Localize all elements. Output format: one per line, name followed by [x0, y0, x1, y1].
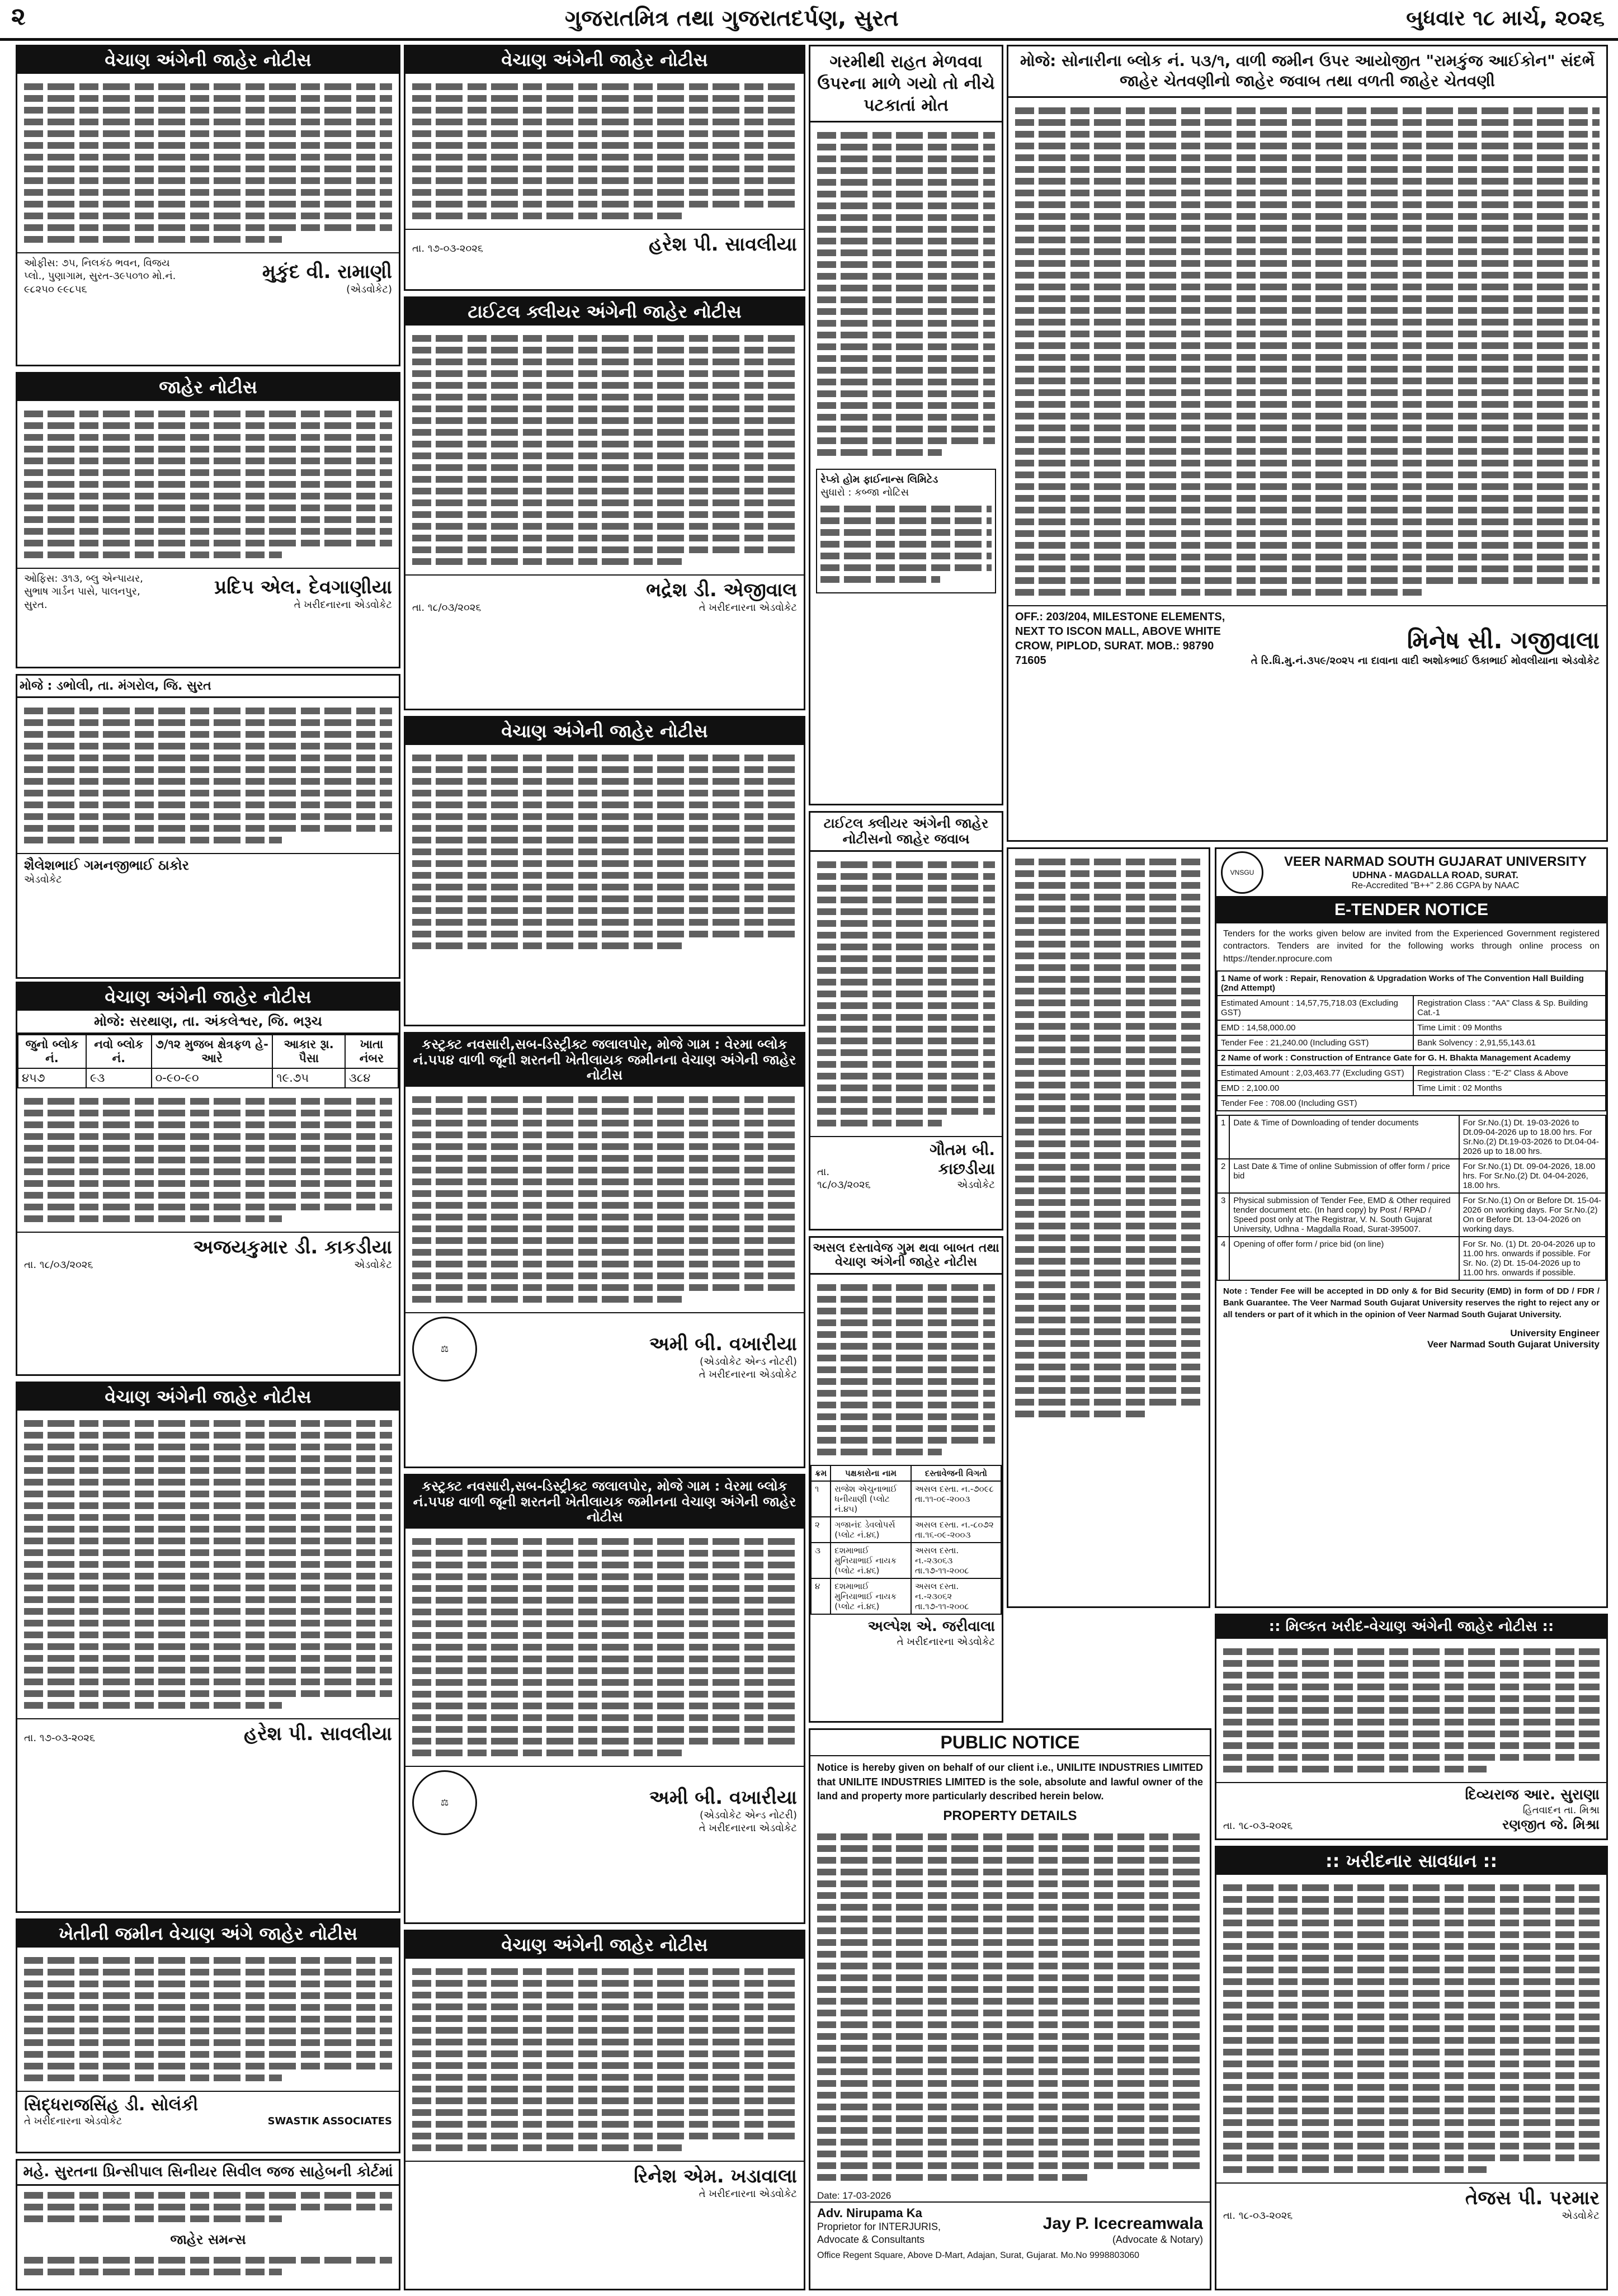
notice-public-2 — [16, 372, 400, 668]
work-1-reg: Registration Class : "AA" Class & Sp. Building Cat.-1 — [1413, 996, 1606, 1020]
advocate-name: રિનેશ એમ. ખડાવાલા — [634, 2165, 797, 2187]
notice-title: વેચાણ અંગેની જાહેર નોટીસ — [405, 718, 804, 745]
firm-role: Proprietor for INTERJURIS, Advocate & Consultants — [817, 2220, 941, 2246]
table-cell: 3 — [1217, 1193, 1229, 1237]
table-row — [1217, 1193, 1606, 1237]
repco-notice — [816, 469, 996, 593]
table-cell: અસલ દસ્તા. ન.-૭૦૯૮ તા.૧૧-૦૯-૨૦૦૩ — [911, 1481, 1001, 1517]
notice-title: વેચાણ અંગેની જાહેર નોટીસ — [405, 1931, 804, 1959]
table-cell: દશમાભાઈ મુનિયાભાઈ નાયક (પ્લોટ નં.૪૬) — [831, 1578, 911, 1614]
table-header-cell: જુનો બ્લોક નં. — [18, 1035, 86, 1068]
table-cell: ૪ — [811, 1578, 831, 1614]
table-header-cell: પક્ષકારોના નામ — [831, 1465, 911, 1481]
table-cell: દશમાભાઈ મુનિયાભાઈ નાયક (પ્લોટ નં.૪૬) — [831, 1543, 911, 1578]
table-row — [811, 1517, 1001, 1543]
table-header-cell: દસ્તાવેજની વિગતો — [911, 1465, 1001, 1481]
advocate-role: (એડવોકેટ એન્ડ નોટરી) — [700, 1356, 797, 1368]
notice-dabholi — [16, 674, 400, 979]
advocate-block — [17, 568, 399, 615]
notice-subtitle: જાહેર સમન્સ — [170, 2231, 246, 2247]
table-cell: ૧ — [811, 1481, 831, 1517]
advocate-name: Jay P. Icecreamwala — [1042, 2214, 1203, 2233]
table-header-cell: આકાર રૂા. પૈસા — [272, 1035, 345, 1068]
tender-note: Note : Tender Fee will be accepted in DD only & for Bid Security (EMD) in form of DD / FDR / Bank Guarantee. The Veer Narmad South Gujarat University reserves the right to reject any or all tenders or part of it which in the opinion of Veer Narmad South Gujarat University. — [1223, 1286, 1600, 1320]
table-cell: Opening of offer form / price bid (on line) — [1229, 1237, 1459, 1280]
table-cell: For Sr.No.(1) Dt. 09-04-2026, 18.00 hrs. For Sr.No.(2) Dt. 04-04-2026, 18.00 hrs. — [1459, 1159, 1606, 1193]
notice-body — [1008, 98, 1606, 605]
table-cell: Last Date & Time of online Submission of offer form / price bid — [1229, 1159, 1459, 1193]
table-cell: 1 — [1217, 1115, 1229, 1159]
signatory-title: University Engineer — [1510, 1327, 1600, 1338]
notice-title: :: ખરીદનાર સાવધાન :: — [1216, 1847, 1606, 1875]
notice-court-summons — [16, 2159, 400, 2290]
table-header-cell: ખાતા નંબર — [345, 1035, 398, 1068]
scales-of-justice-icon: ⚖ — [412, 1317, 477, 1382]
notice-verma-1 — [404, 1032, 805, 1468]
notice-buyer-beware — [1215, 1846, 1608, 2290]
advocate-block — [810, 2201, 1210, 2250]
notice-title: વેચાણ અંગેની જાહેર નોટીસ — [405, 46, 804, 74]
advocate-name: મુકુંદ વી. રામાણી — [262, 260, 392, 283]
notice-body — [17, 1088, 399, 1232]
notice-body — [405, 1087, 804, 1312]
table-cell: રાજેશ એચુનાભાઈ ધનીયાણી (પ્લોટ નં.૪૫) — [831, 1481, 911, 1517]
table-row — [1217, 1115, 1606, 1159]
university-logo-icon: VNSGU — [1221, 851, 1263, 894]
table-row — [811, 1578, 1001, 1614]
notice-farm-land — [16, 1918, 400, 2153]
notice-body — [405, 745, 804, 959]
notice-date: તા. ૧૮/૦૩/૨૦૨૬ — [412, 601, 482, 614]
advocate-role: હિતવાદન તા. મિશ્રા — [1522, 1804, 1600, 1816]
public-notice-unilite — [809, 1728, 1211, 2290]
advocate-block — [17, 853, 399, 889]
repco-body — [820, 499, 992, 589]
work-1-fee: Tender Fee : 21,240.00 (Including GST) — [1217, 1035, 1413, 1050]
table-header-row — [811, 1465, 1001, 1481]
work-2-time: Time Limit : 02 Months — [1413, 1081, 1606, 1096]
notice-body — [17, 698, 399, 853]
table-header-cell: ૭/૧૨ મુજબ ક્ષેત્રફળ હે-આરે — [152, 1035, 273, 1068]
advocate-role: એડવોકેટ — [1562, 2209, 1600, 2222]
tender-work-table — [1216, 970, 1606, 1111]
table-cell: અસલ દસ્તા. ન.-૨૩૦૬૨ તા.૧૭-૧૧-૨૦૦૮ — [911, 1578, 1001, 1614]
table-row — [1217, 1237, 1606, 1280]
university-header — [1216, 849, 1606, 897]
work-1-solvency: Bank Solvency : 2,91,55,143.61 — [1413, 1035, 1606, 1050]
table-header-row — [18, 1035, 398, 1068]
notice-body — [17, 74, 399, 252]
table-cell: 4 — [1217, 1237, 1229, 1280]
advocate-block — [810, 1615, 1002, 1652]
advocate-name: મિનેષ સી. ગજીવાલા — [1407, 626, 1600, 654]
table-cell: For Sr.No.(1) On or Before Dt. 15-04-2026 on working days. For Sr.No.(2) On or Before Dt. 13-04-2026 on working days. — [1459, 1193, 1606, 1237]
table-cell: ૩ — [811, 1543, 831, 1578]
table-cell: ૩૮૪ — [345, 1068, 398, 1088]
notice-c2-sale — [404, 45, 805, 291]
repco-subtitle: સુધારો : કબ્જા નોટિસ — [820, 487, 909, 499]
tender-schedule-table — [1216, 1115, 1606, 1281]
advocate-address: ઓફિસ: ૩૧૩, બ્લુ એન્પાયર, સુભાષ ગાર્ડન પાસે, પાલનપુર, સુરત. — [24, 572, 143, 611]
advocate-role: તે રિ.ધિ.મુ.નં.૩૫૯/૨૦૨૫ ના દાવાના વાદી અશોકભાઈ ઉકાભાઈ મોવલીયાના એડવોકેટ — [1251, 655, 1600, 667]
advocate-name: પ્રદિપ એલ. દેવગાણીયા — [214, 576, 392, 598]
notice-body — [405, 74, 804, 229]
notice-title: વેચાણ અંગેની જાહેર નોટીસ — [17, 983, 399, 1011]
table-row — [811, 1481, 1001, 1517]
advocate-name: ભદ્રેશ ડી. એજીવાલ — [646, 578, 797, 601]
table-row — [811, 1543, 1001, 1578]
tender-title: E-TENDER NOTICE — [1216, 897, 1606, 923]
advocate-role: (Advocate & Notary) — [1112, 2234, 1203, 2246]
notice-sale-1 — [16, 45, 400, 366]
table-cell: અસલ દસ્તા. ન.-૨૩૦૬૩ તા.૧૭-૧૧-૨૦૦૮ — [911, 1543, 1001, 1578]
work-2-reg: Registration Class : "E-2" Class & Above — [1413, 1066, 1606, 1081]
notice-subtitle: મોજે : ડભોલી, તા. મંગરોલ, જિ. સુરત — [17, 676, 399, 698]
work-1-time: Time Limit : 09 Months — [1413, 1020, 1606, 1035]
table-cell: ૦-૯૦-૯૦ — [152, 1068, 273, 1088]
advocate-block — [1216, 2182, 1606, 2226]
table-cell: For Sr.No.(1) Dt. 19-03-2026 to Dt.09-04-2026 up to 18.00 hrs. For Sr.No.(2) Dt.19-03-2026 to Dt.04-04-2026 up to 18.00 hrs. — [1459, 1115, 1606, 1159]
notice-body — [1008, 849, 1209, 1427]
university-address: UDHNA - MAGDALLA ROAD, SURAT. — [1352, 870, 1518, 880]
article-body — [810, 122, 1002, 465]
notice-date: તા. ૧૮/૦૩/૨૦૨૬ — [817, 1166, 871, 1191]
work-2-name: 2 Name of work : Construction of Entrance Gate for G. H. Bhakta Management Academy — [1217, 1050, 1606, 1066]
notice-body — [1216, 1639, 1606, 1782]
news-article — [809, 45, 1003, 805]
advocate-name: તેજસ પી. પરમાર — [1465, 2186, 1600, 2209]
land-table — [17, 1034, 399, 1088]
scales-of-justice-icon: ⚖ — [412, 1770, 477, 1835]
notice-lead: Notice is hereby given on behalf of our client i.e., UNILITE INDUSTRIES LIMITED that UNILITE INDUSTRIES LIMITED is the sole, absolute and lawful owner of the land and property more particularly described herein below. — [817, 1762, 1203, 1802]
notice-body-2 — [17, 2247, 399, 2285]
firm-name: SWASTIK ASSOCIATES — [267, 2115, 392, 2127]
office-address: OFF.: 203/204, MILESTONE ELEMENTS, NEXT TO ISCON MALL, ABOVE WHITE CROW, PIPLOD, SURAT. MOB.: 98790 71605 — [1015, 610, 1225, 667]
notice-body — [17, 1411, 399, 1718]
notice-title: વેચાણ અંગેની જાહેર નોટીસ — [17, 46, 399, 74]
notice-body — [405, 1959, 804, 2161]
notice-date: તા. ૧૭-૦૩-૨૦૨૬ — [24, 1732, 95, 1745]
notice-body — [810, 1824, 1210, 2190]
signatory-org: Veer Narmad South Gujarat University — [1427, 1338, 1600, 1350]
notice-body — [405, 326, 804, 574]
notice-body — [810, 852, 1002, 1136]
notice-title: કસ્ટ્રક્ટ નવસારી,સબ-ડિસ્ટ્રીક્ટ જલાલપોર, મોજે ગામ : વેરમા બ્લોક નં.૫૫૪ વાળી જૂની શરતની ખેતીલાયક જમીનના વેચાણ અંગેની જાહેર નોટીસ — [405, 1475, 804, 1529]
notice-date: તા. ૧૮-૦૩-૨૦૨૬ — [1223, 1819, 1293, 1832]
page-number: ૨ — [11, 2, 26, 31]
table-cell: અસલ દસ્તા. ન.-૮૦૭૨ તા.૧૬-૦૯-૨૦૦૩ — [911, 1517, 1001, 1543]
notice-subtitle: મોજે: સરથાણ, તા. અંકલેશ્વર, જિ. ભરૂચ — [17, 1011, 399, 1035]
advocate-role-2: તે ખરીદનારના એડવોકેટ — [699, 1822, 797, 1835]
advocate-role: તે ખરીદનારના એડવોકેટ — [294, 598, 392, 611]
docs-table — [810, 1465, 1002, 1615]
work-2-fee: Tender Fee : 708.00 (Including GST) — [1217, 1096, 1606, 1111]
notice-title: જાહેર નોટીસ — [17, 374, 399, 401]
notice-title-clear — [404, 296, 805, 710]
advocate-role: તે ખરીદનારના એડવોકેટ — [24, 2115, 122, 2127]
table-header-cell: નવો બ્લોક નં. — [86, 1035, 152, 1068]
advocate-left-name: શૈલેશભાઈ ગમનજીભાઈ ઠાકોર — [24, 857, 190, 874]
advocate-name: અમી બી. વખારીયા — [649, 1333, 797, 1355]
paper-name: ગુજરાતમિત્ર તથા ગુજરાતદર્પણ, સુરત — [565, 6, 899, 31]
notice-ramkunj — [1007, 45, 1608, 842]
advocate-name: અલ્પેશ એ. જરીવાલા — [867, 1618, 995, 1635]
advocate-name: ગૌતમ બી. કાછડીયા — [930, 1140, 995, 1178]
notice-title: ખેતીની જમીન વેચાણ અંગે જાહેર નોટીસ — [17, 1920, 399, 1948]
notice-body — [1216, 1875, 1606, 2182]
column-4-filler — [1007, 847, 1210, 1608]
notice-body — [810, 1275, 1002, 1465]
notice-title: ટાઈટલ ક્લીયર અંગેની જાહેર નોટીસ — [405, 298, 804, 326]
issue-date: બુધવાર ૧૮ માર્ચ, ૨૦૨૬ — [1406, 6, 1605, 30]
notice-body — [17, 1948, 399, 2091]
advocate-block — [405, 229, 804, 259]
advocate-name: હરેશ પી. સાવલીયા — [243, 1722, 392, 1745]
notice-title: ટાઈટલ ક્લીયર અંગેની જાહેર નોટીસનો જાહેર જવાબ — [810, 813, 1002, 852]
notice-date: Date: 17-03-2026 — [817, 2190, 891, 2201]
advocate-name: દિવ્યરાજ આર. સુરાણા — [1465, 1786, 1600, 1803]
notice-subtitle: PROPERTY DETAILS — [943, 1808, 1077, 1823]
notice-title: અસલ દસ્તાવેજ ગુમ થવા બાબત તથા વેચાણ અંગેની જાહેર નોટીસ — [810, 1238, 1002, 1275]
university-accreditation: Re-Accredited "B++" 2.86 CGPA by NAAC — [1351, 881, 1520, 890]
advocate-name: હરેશ પી. સાવલીયા — [648, 233, 797, 256]
advocate-block — [810, 1136, 1002, 1195]
tender-intro: Tenders for the works given below are invited from the Experienced Government registered contractors. Tenders are invited for the following works through online process on https://tender.nprocure.com — [1223, 928, 1600, 964]
advocate-block — [17, 2091, 399, 2131]
table-cell: Physical submission of Tender Fee, EMD & Other required tender document etc. (In hard copy) by Post / RPAD / Speed post only at The Registrar, V. N. South Gujarat University, Udhna - Magdalla Road, Surat-395007. — [1229, 1193, 1459, 1237]
table-cell: ૪૫૭ — [18, 1068, 86, 1088]
advocate-block — [405, 1312, 804, 1385]
advocate-block — [405, 1766, 804, 1838]
university-name: VEER NARMAD SOUTH GUJARAT UNIVERSITY — [1284, 854, 1587, 869]
notice-title: PUBLIC NOTICE — [810, 1730, 1210, 1756]
notice-body — [405, 1529, 804, 1766]
table-header-cell: ક્રમ — [811, 1465, 831, 1481]
work-2-cost: Estimated Amount : 2,03,463.77 (Excluding GST) — [1217, 1066, 1413, 1081]
advocate-role: (એડવોકેટ) — [346, 283, 392, 295]
advocate-address: ઓફીસ: ૭૫, નિલકંઠ ભવન, વિજય પ્લો., પુણાગામ, સુરત-૩૯૫૦૧૦ મો.નં. ૯૮૨૫૦ ૯૯૮૫૬ — [24, 257, 176, 295]
table-row — [1217, 1159, 1606, 1193]
article-headline: ગરમીથી રાહત મેળવવા ઉપરના માળે ગયો તો નીચે પટકાતાં મોત — [810, 46, 1002, 122]
notice-c2-sale-3 — [404, 1930, 805, 2290]
firm-name: Adv. Nirupama Ka — [817, 2205, 922, 2220]
work-2-emd: EMD : 2,100.00 — [1217, 1081, 1413, 1096]
advocate-role: (એડવોકેટ એન્ડ નોટરી) — [700, 1809, 797, 1821]
advocate-block — [405, 574, 804, 617]
table-row — [18, 1068, 398, 1088]
notice-title: :: મિલ્કત ખરીદ-વેચાણ અંગેની જાહેર નોટીસ :: — [1216, 1615, 1606, 1639]
notice-body — [17, 401, 399, 568]
e-tender-notice — [1215, 847, 1608, 1608]
table-cell: ૨ — [811, 1517, 831, 1543]
notice-lost-docs — [809, 1236, 1003, 1723]
advocate-name: સિદ્ધરાજસિંહ ડી. સોલંકી — [24, 2095, 199, 2115]
work-1-emd: EMD : 14,58,000.00 — [1217, 1020, 1413, 1035]
advocate-block — [17, 1718, 399, 1748]
notice-verma-2 — [404, 1474, 805, 1924]
advocate-block — [1008, 605, 1606, 671]
advocate-role-2: તે ખરીદનારના એડવોકેટ — [699, 1369, 797, 1381]
advocate-role: તે ખરીદનારના એડવોકેટ — [897, 1635, 995, 1648]
work-1-name: 1 Name of work : Repair, Renovation & Upgradation Works of The Convention Hall Building (2nd Attempt) — [1217, 971, 1606, 996]
repco-logo-text: રેપ્કો હોમ ફાઈનાન્સ લિમિટેડ — [820, 474, 938, 485]
work-1-cost: Estimated Amount : 14,57,75,718.03 (Excluding GST) — [1217, 996, 1413, 1020]
table-cell: ૧૯.૭૫ — [272, 1068, 345, 1088]
advocate-name: અમી બી. વખારીયા — [649, 1786, 797, 1809]
table-cell: 2 — [1217, 1159, 1229, 1193]
notice-c2-sale-2 — [404, 716, 805, 1026]
table-cell: Date & Time of Downloading of tender documents — [1229, 1115, 1459, 1159]
notice-date: તા. ૧૮/૦૩/૨૦૨૬ — [24, 1259, 93, 1271]
advocate-role: એડવોકેટ — [957, 1179, 995, 1191]
advocate-left-role: એડવોકેટ — [24, 874, 62, 886]
notice-property-sale — [1215, 1614, 1608, 1840]
notice-sarthan — [16, 982, 400, 1376]
advocate-block — [17, 1232, 399, 1275]
notice-date: તા. ૧૭-૦૩-૨૦૨૬ — [412, 243, 483, 255]
advocate-name: અજયકુમાર ડી. કાકડીયા — [193, 1236, 392, 1259]
table-cell: For Sr. No. (1) Dt. 20-04-2026 up to 11.00 hrs. onwards if possible. For Sr. No. (2) Dt. 15-04-2026 up to 11.00 hrs. onwards if possible. — [1459, 1237, 1606, 1280]
notice-title: વેચાણ અંગેની જાહેર નોટીસ — [17, 1383, 399, 1411]
notice-sale-5 — [16, 1382, 400, 1913]
notice-title: કસ્ટ્રક્ટ નવસારી,સબ-ડિસ્ટ્રીક્ટ જલાલપોર, મોજે ગામ : વેરમા બ્લોક નં.૫૫૪ વાળી જૂની શરતની ખેતીલાયક જમીનના વેચાણ અંગેની જાહેર નોટીસ — [405, 1034, 804, 1087]
advocate-name-2: રણજીત જે. મિશ્રા — [1502, 1817, 1600, 1833]
office-address: Office Regent Square, Above D-Mart, Adajan, Surat, Gujarat. Mo.No 9998803060 — [817, 2251, 1140, 2261]
advocate-role: તે ખરીદનારના એડવોકેટ — [699, 2187, 797, 2200]
notice-title: મોજે: સોનારીના બ્લોક નં. ૫૩/૧, વાળી જમીન ઉપર આયોજીત "રામકુંજ આઈકોન" સંદર્ભે જાહેર ચેતવણીનો જાહેર જવાબ તથા વળતી જાહેર ચેતવણી — [1008, 46, 1606, 98]
notice-title-reply — [809, 811, 1003, 1230]
notice-date: તા. ૧૮-૦૩-૨૦૨૬ — [1223, 2209, 1293, 2222]
table-cell: ૯૩ — [86, 1068, 152, 1088]
notice-title: મહે. સુરતના પ્રિન્સીપાલ સિનીયર સિવીલ જજ સાહેબની કોર્ટમાં — [17, 2161, 399, 2186]
advocate-role: એડવોકેટ — [354, 1259, 392, 1271]
table-cell: ગજાનંદ ડેવલોપર્સ (પ્લોટ નં.૪૬) — [831, 1517, 911, 1543]
advocate-block — [405, 2161, 804, 2204]
advocate-block — [1216, 1782, 1606, 1836]
notice-body — [17, 2186, 399, 2232]
advocate-block — [17, 252, 399, 299]
advocate-role: તે ખરીદનારના એડવોકેટ — [699, 601, 797, 614]
masthead — [0, 0, 1618, 41]
